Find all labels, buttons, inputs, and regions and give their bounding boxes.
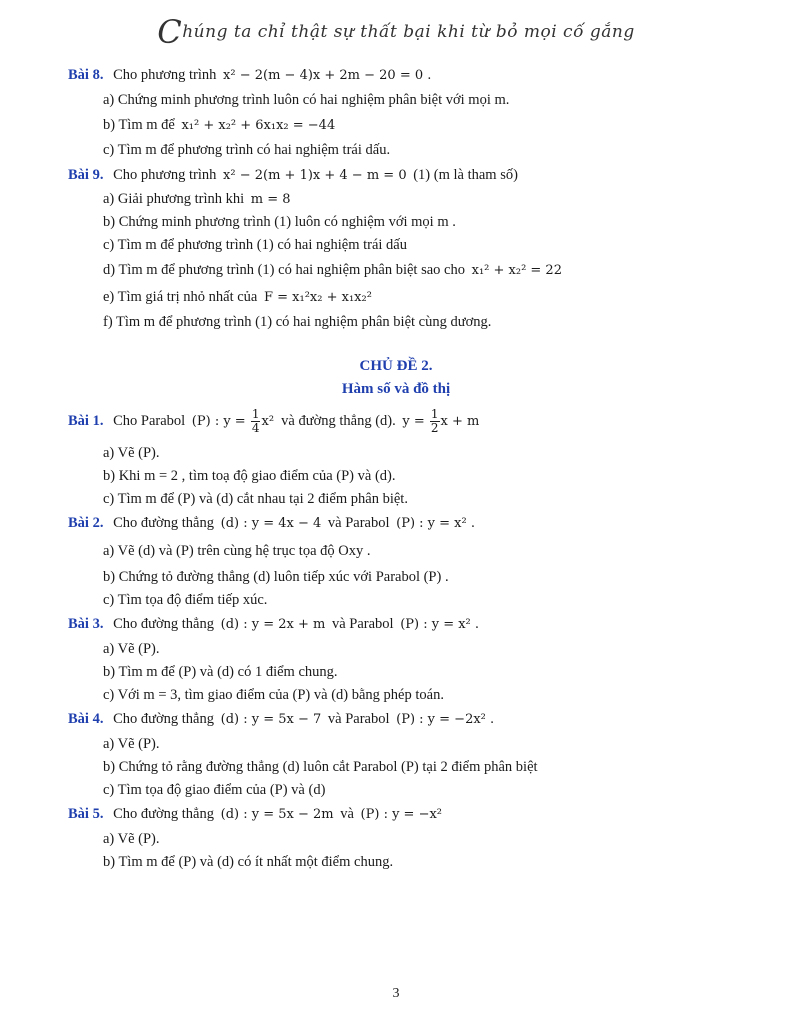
exercise-9-part-e: e) Tìm giá trị nhỏ nhất của F = x₁²x₂ + x₁x₂² xyxy=(103,289,372,305)
exercise-label: Bài 2. xyxy=(68,515,104,531)
page-header-motto xyxy=(0,13,792,51)
problem-4-part-b: b) Chứng tỏ rằng đường thẳng (d) luôn cắt Parabol (P) tại 2 điểm phân biệt xyxy=(103,759,538,775)
problem-4-part-c: c) Tìm tọa độ giao điểm của (P) và (d) xyxy=(103,782,326,798)
topic-title: CHỦ ĐỀ 2. xyxy=(359,358,433,374)
topic-subtitle: Hàm số và đồ thị xyxy=(341,381,451,397)
problem-1-part-c: c) Tìm m để (P) và (d) cắt nhau tại 2 điểm phân biệt. xyxy=(103,491,408,507)
equation: x₁² + x₂² + 6x₁x₂ = −44 xyxy=(181,118,336,133)
equation: (d) : y = 2x + m xyxy=(220,617,326,632)
equation: (d) : y = 5x − 2m xyxy=(220,807,334,822)
equation: (P) : y = x² . xyxy=(396,516,475,531)
equation: (d) : y = 5x − 7 xyxy=(220,712,322,727)
exercise-8-part-c: c) Tìm m để phương trình có hai nghiệm trái dấu. xyxy=(103,142,391,158)
page-number: 3 xyxy=(392,986,400,1001)
exercise-9-part-c: c) Tìm m để phương trình (1) có hai nghiệm trái dấu xyxy=(103,237,407,253)
header-text: húng ta chỉ thật sự thất bại khi từ bỏ mọi cố gắng xyxy=(182,22,635,42)
equation: (P) : y = −2x² . xyxy=(396,712,495,727)
exercise-9-part-b: b) Chứng minh phương trình (1) luôn có nghiệm với mọi m . xyxy=(103,214,456,230)
exercise-9-statement: Bài 9. Cho phương trình x² − 2(m + 1)x + 4 − m = 0 (1) (m là tham số) xyxy=(68,167,518,183)
fraction: $\frac{1}{2}$ xyxy=(430,407,439,435)
exercise-9-part-f: f) Tìm m để phương trình (1) có hai nghiệm phân biệt cùng dương. xyxy=(103,314,492,330)
problem-5-statement: Bài 5. Cho đường thẳng (d) : y = 5x − 2m và (P) : y = −x² xyxy=(68,806,443,822)
exercise-9-part-d: d) Tìm m để phương trình (1) có hai nghiệm phân biệt sao cho x₁² + x₂² = 22 xyxy=(103,262,562,278)
header-initial: C xyxy=(157,13,183,51)
problem-4-statement: Bài 4. Cho đường thẳng (d) : y = 5x − 7 và Parabol (P) : y = −2x² . xyxy=(68,711,495,727)
exercise-9-part-a: a) Giải phương trình khi m = 8 xyxy=(103,191,291,207)
problem-3-statement: Bài 3. Cho đường thẳng (d) : y = 2x + m và Parabol (P) : y = x² . xyxy=(68,616,480,632)
equation: F = x₁²x₂ + x₁x₂² xyxy=(263,290,372,305)
problem-3-part-a: a) Vẽ (P). xyxy=(103,641,160,657)
equation: m = 8 xyxy=(250,192,291,207)
problem-2-part-c: c) Tìm tọa độ điểm tiếp xúc. xyxy=(103,592,268,608)
equation: (P) : y = x² . xyxy=(400,617,480,632)
problem-3-part-b: b) Tìm m để (P) và (d) có 1 điểm chung. xyxy=(103,664,338,680)
equation: x₁² + x₂² = 22 xyxy=(471,263,562,278)
problem-5-part-a: a) Vẽ (P). xyxy=(103,831,160,847)
equation: x² − 2(m + 1)x + 4 − m = 0 xyxy=(223,168,407,183)
problem-4-part-a: a) Vẽ (P). xyxy=(103,736,160,752)
exercise-label: Bài 5. xyxy=(68,806,104,822)
equation: (P) : y = $\frac{1}{4}$ x² xyxy=(191,407,275,435)
problem-1-statement: Bài 1. Cho Parabol (P) : y = $\frac{1}{4}$ x² và đường thẳng (d). y = $\frac{1}{2}$ x + m xyxy=(68,407,480,435)
exercise-label: Bài 8. xyxy=(68,67,104,83)
equation: y = $\frac{1}{2}$ x + m xyxy=(402,407,480,435)
problem-1-part-b: b) Khi m = 2 , tìm toạ độ giao điểm của (P) và (d). xyxy=(103,468,396,484)
fraction: $\frac{1}{4}$ xyxy=(251,407,260,435)
exercise-label: Bài 4. xyxy=(68,711,104,727)
exercise-8-statement: Bài 8. Cho phương trình x² − 2(m − 4)x + 2m − 20 = 0 . xyxy=(68,67,432,83)
problem-2-part-a: a) Vẽ (d) và (P) trên cùng hệ trục tọa độ Oxy . xyxy=(103,543,371,559)
exercise-8-part-b: b) Tìm m để x₁² + x₂² + 6x₁x₂ = −44 xyxy=(103,117,336,133)
problem-5-part-b: b) Tìm m để (P) và (d) có ít nhất một điểm chung. xyxy=(103,854,394,870)
problem-2-statement: Bài 2. Cho đường thẳng (d) : y = 4x − 4 và Parabol (P) : y = x² . xyxy=(68,515,475,531)
exercise-label: Bài 1. xyxy=(68,413,104,429)
equation: (d) : y = 4x − 4 xyxy=(220,516,322,531)
exercise-8-part-a: a) Chứng minh phương trình luôn có hai nghiệm phân biệt với mọi m. xyxy=(103,92,510,108)
equation: (P) : y = −x² xyxy=(360,807,443,822)
problem-3-part-c: c) Với m = 3, tìm giao điểm của (P) và (d) bằng phép toán. xyxy=(103,687,444,703)
problem-2-part-b: b) Chứng tỏ đường thẳng (d) luôn tiếp xúc với Parabol (P) . xyxy=(103,569,449,585)
problem-1-part-a: a) Vẽ (P). xyxy=(103,445,160,461)
equation: x² − 2(m − 4)x + 2m − 20 = 0 . xyxy=(223,68,432,83)
exercise-label: Bài 9. xyxy=(68,167,104,183)
exercise-label: Bài 3. xyxy=(68,616,104,632)
